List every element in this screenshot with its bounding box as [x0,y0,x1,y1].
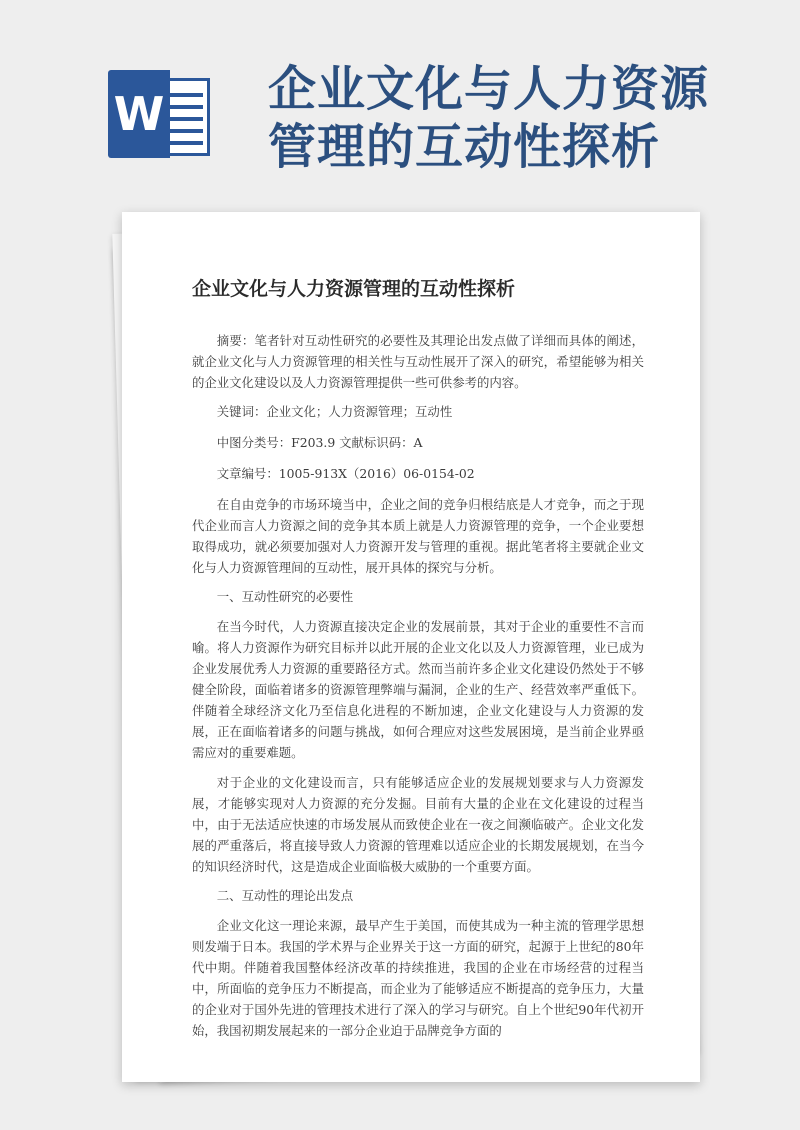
section-heading-1: 一、互动性研究的必要性 [216,589,354,604]
section-heading-2: 二、互动性的理论出发点 [216,888,354,903]
word-document-icon [108,70,212,158]
article-number-line: 文章编号：1005-913X（2016）06-0154-02 [216,466,475,481]
word-letter-badge: W [108,70,170,158]
document-page [122,212,700,1082]
section2-paragraph-1: 企业文化这一理论来源，最早产生于美国，而使其成为一种主流的管理学思想则发端于日本。我国的学术界与企业界关于这一方面的研究，起源于上世纪的80年代中期。伴随着我国整体经济改革的持续推进，我国的企业在市场经营的过程当中，所面临的竞争压力不断提高，而企业为了能够适应不断提高的竞争压力，大量的企业对于国外先进的管理技术进行了深入的学习与研究。自上个世纪90年代初开始，我国初期发展起来的一部分企业迫于品牌竞争方面的 [192,918,644,1038]
section1-paragraph-1: 在当今时代，人力资源直接决定企业的发展前景，其对于企业的重要性不言而喻。将人力资源作为研究目标并以此开展的企业文化以及人力资源管理，业已成为企业发展优秀人力资源的重要路径方式。然而当前许多企业文化建设仍然处于不够健全阶段，面临着诸多的资源管理弊端与漏洞，企业的生产、经营效率严重低下。伴随着全球经济文化乃至信息化进程的不断加速，企业文化建设与人力资源的发展，正在面临着诸多的问题与挑战，如何合理应对这些发展困境，是当前企业界亟需应对的重要难题。 [192,619,644,760]
article-title: 企业文化与人力资源管理的互动性探析 [192,278,516,300]
header-banner [0,0,800,210]
banner-title: 企业文化与人力资源管理的互动性探析 [268,61,710,175]
keywords-line: 关键词：企业文化；人力资源管理；互动性 [216,404,453,419]
abstract-paragraph: 摘要：笔者针对互动性研究的必要性及其理论出发点做了详细而具体的阐述，就企业文化与人力资源管理的相关性与互动性展开了深入的研究，希望能够为相关的企业文化建设以及人力资源管理提供一些可供参考的内容。 [192,333,644,390]
classification-line: 中图分类号：F203.9 文献标识码：A [216,435,423,450]
intro-paragraph: 在自由竞争的市场环境当中，企业之间的竞争归根结底是人才竞争，而之于现代企业而言人力资源之间的竞争其本质上就是人力资源管理的竞争，一个企业要想取得成功，就必须要加强对人力资源开发与管理的重视。据此笔者将主要就企业文化与人力资源管理间的互动性，展开具体的探究与分析。 [192,497,644,575]
section1-paragraph-2: 对于企业的文化建设而言，只有能够适应企业的发展规划要求与人力资源发展，才能够实现对人力资源的充分发掘。目前有大量的企业在文化建设的过程当中，由于无法适应快速的市场发展从而致使企业在一夜之间濒临破产。企业文化发展的严重落后，将直接导致人力资源的管理难以适应企业的长期发展规划，在当今的知识经济时代，这是造成企业面临极大威胁的一个重要方面。 [192,775,644,874]
